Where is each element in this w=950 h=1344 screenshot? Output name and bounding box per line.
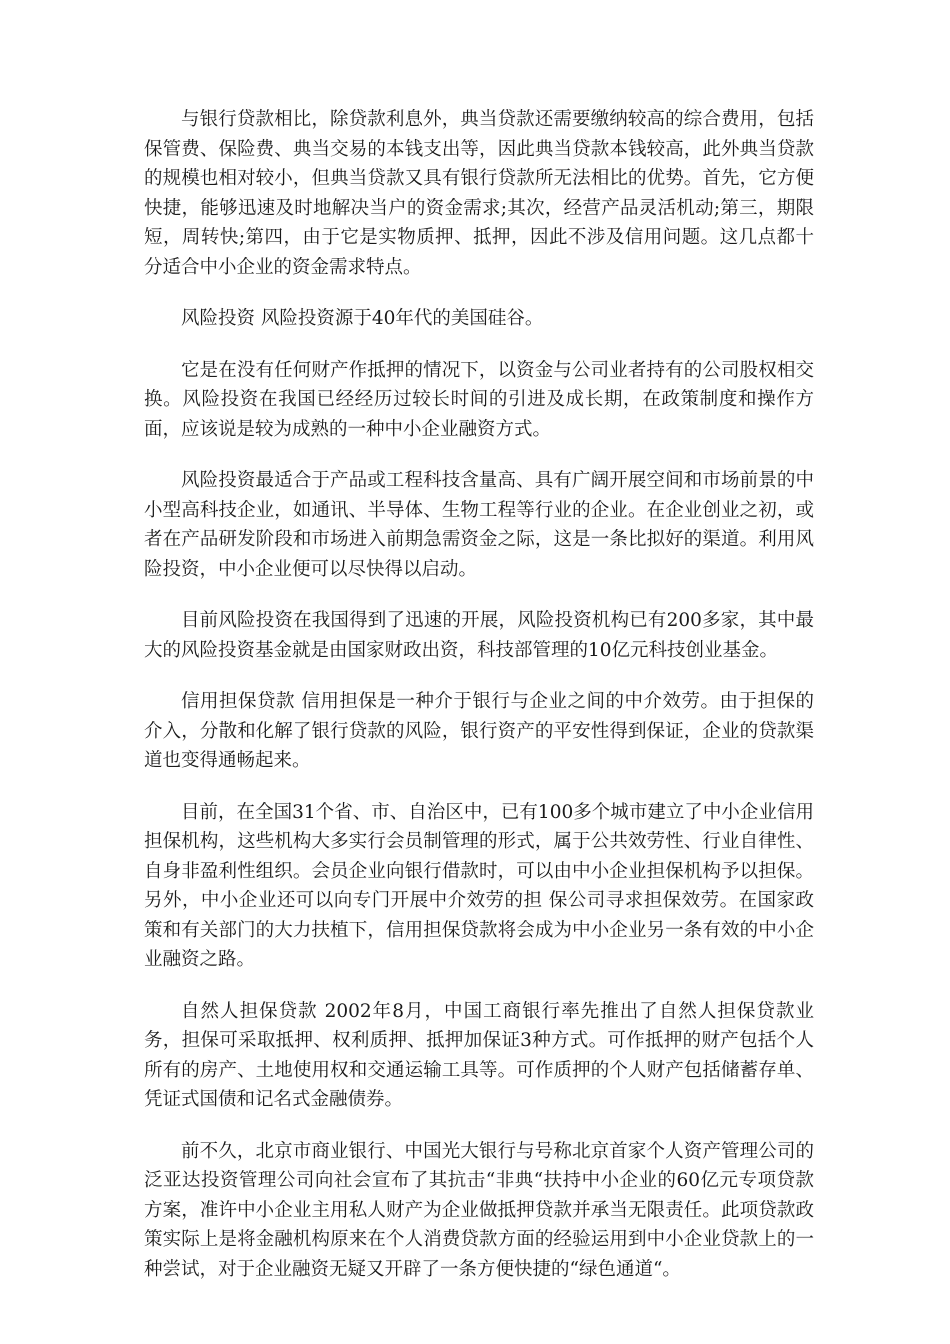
document-body <box>144 105 814 1306</box>
paragraph-natural-person-guarantee: 自然人担保贷款 2002年8月，中国工商银行率先推出了自然人担保贷款业务，担保可采取抵押、权利质押、抵押加保证3种方式。可作抵押的财产包括个人所有的房产、土地使用权和交通运输工具等。可作质押的个人财产包括储蓄存单、凭证式国债和记名式金融债券。 <box>144 1000 814 1110</box>
paragraph-credit-guarantee-loan: 信用担保贷款 信用担保是一种介于银行与企业之间的中介效劳。由于担保的介入，分散和化解了银行贷款的风险，银行资产的平安性得到保证，企业的贷款渠道也变得通畅起来。 <box>144 691 814 771</box>
paragraph-credit-guarantee-status: 目前，在全国31个省、市、自治区中，已有100多个城市建立了中小企业信用担保机构，这些机构大多实行会员制管理的形式，属于公共效劳性、行业自律性、自身非盈利性组织。会员企业向银行借款时，可以由中小企业担保机构予以担保。另外，中小企业还可以向专门开展中介效劳的担 保公司寻求担保效劳。在国家政策和有关部门的大力扶植下，信用担保贷款将会成为中小企业另一条有效的中小企业融资之路。 <box>144 801 814 970</box>
paragraph-venture-capital-suitability: 风险投资最适合于产品或工程科技含量高、具有广阔开展空间和市场前景的中小型高科技企业，如通讯、半导体、生物工程等行业的企业。在企业创业之初，或者在产品研发阶段和市场进入前期急需资金之际，这是一条比拟好的渠道。利用风险投资，中小企业便可以尽快得以启动。 <box>144 470 814 580</box>
paragraph-venture-capital-status: 目前风险投资在我国得到了迅速的开展，风险投资机构已有200多家，其中最大的风险投资基金就是由国家财政出资，科技部管理的10亿元科技创业基金。 <box>144 610 814 661</box>
paragraph-pawn-loan: 与银行贷款相比，除贷款利息外，典当贷款还需要缴纳较高的综合费用，包括保管费、保险费、典当交易的本钱支出等，因此典当贷款本钱较高，此外典当贷款的规模也相对较小，但典当贷款又具有银行贷款所无法相比的优势。首先，它方便快捷，能够迅速及时地解决当户的资金需求;其次，经营产品灵活机动;第三，期限短，周转快;第四，由于它是实物质押、抵押，因此不涉及信用问题。这几点都十分适合中小企业的资金需求特点。 <box>144 109 814 278</box>
paragraph-venture-capital-heading: 风险投资 风险投资源于40年代的美国硅谷。 <box>181 308 544 329</box>
paragraph-recent-special-loan: 前不久，北京市商业银行、中国光大银行与号称北京首家个人资产管理公司的泛亚达投资管理公司向社会宣布了其抗击“非典“扶持中小企业的60亿元专项贷款方案，准许中小企业主用私人财产为企业做抵押贷款并承当无限责任。此项贷款政策实际上是将金融机构原来在个人消费贷款方面的经验运用到中小企业贷款上的一种尝试，对于企业融资无疑又开辟了一条方便快捷的“绿色通道“。 <box>144 1140 814 1280</box>
paragraph-venture-capital-definition: 它是在没有任何财产作抵押的情况下，以资金与公司业者持有的公司股权相交换。风险投资在我国已经经历过较长时间的引进及成长期，在政策制度和操作方面，应该说是较为成熟的一种中小企业融资方式。 <box>144 359 814 440</box>
